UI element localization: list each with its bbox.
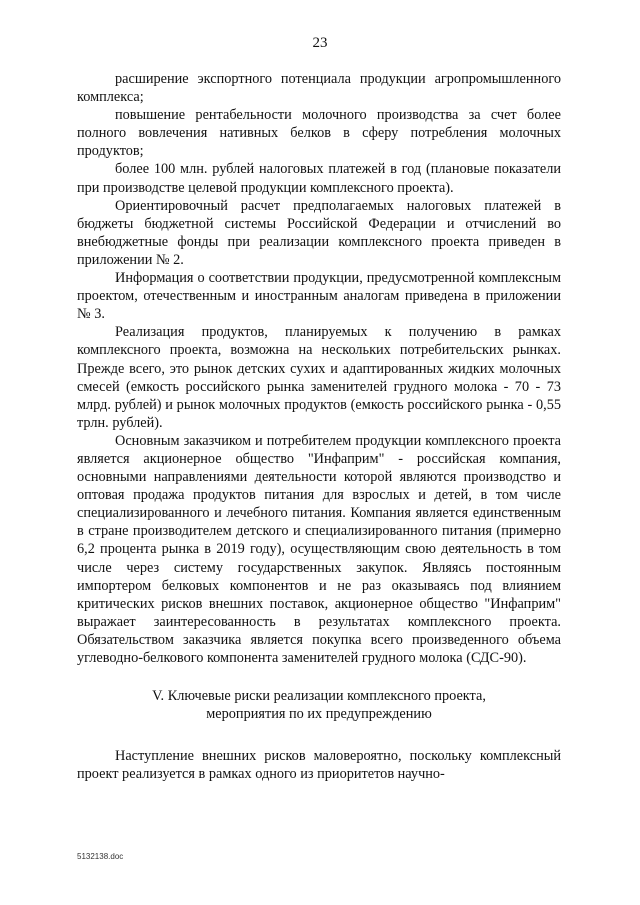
page-number: 23	[312, 35, 328, 51]
section-heading-line-2: мероприятия по их предупреждению	[206, 706, 432, 723]
section-heading	[77, 667, 561, 747]
paragraph-consumer-markets: Реализация продуктов, планируемых к получению в рамках комплексного проекта, возможна на нескольких потребительских рынках. Прежде всего, это рынок детских сухих и адаптированных жидких молочных смесей (емкость российского рынка заменителей грудного молока - 70 - 73 млрд. рублей) и рынок молочных продуктов (емкость российского рынка - 0,55 трлн. рублей).	[77, 324, 561, 431]
section-heading-line-1: V. Ключевые риски реализации комплексного проекта,	[152, 688, 486, 705]
document-body	[77, 70, 561, 783]
paragraph-analogs-info: Информация о соответствии продукции, предусмотренной комплексным проектом, отечественным и иностранным аналогам приведена в приложении № 3.	[77, 270, 561, 323]
paragraph-profitability: повышение рентабельности молочного производства за счет более полного вовлечения нативных белков в сферу потребления молочных продуктов;	[77, 107, 561, 160]
paragraph-tax-payments: более 100 млн. рублей налоговых платежей в год (плановые показатели при производстве целевой продукции комплексного проекта).	[77, 161, 561, 196]
footer-filename: 5132138.doc	[77, 852, 124, 861]
paragraph-export-potential: расширение экспортного потенциала продукции агропромышленного комплекса;	[77, 71, 561, 106]
paragraph-main-customer: Основным заказчиком и потребителем продукции комплексного проекта является акционерное общество "Инфаприм" - российская компания, основными направлениями деятельности которой являются производство и оптовая продажа продуктов питания для взрослых и детей, в том числе специализированного и лечебного питания. Компания является единственным в стране производителем детского и специализированного питания (примерно 6,2 процента рынка в 2019 году), осуществляющим свою деятельность в том числе через систему государственных закупок. Являясь постоянным импортером белковых компонентов и не раз оказываясь под влиянием критических рисков внешних поставок, акционерное общество "Инфаприм" выражает заинтересованность в результатах комплексного проекта. Обязательством заказчика является покупка всего произведенного объема углеводно-белкового компонента заменителей грудного молока (СДС-90).	[77, 432, 561, 666]
paragraph-external-risks: Наступление внешних рисков маловероятно, поскольку комплексный проект реализуется в рамках одного из приоритетов научно-	[77, 748, 561, 783]
paragraph-tax-estimate: Ориентировочный расчет предполагаемых налоговых платежей в бюджеты бюджетной системы Российской Федерации и отчислений во внебюджетные фонды при реализации комплексного проекта приведен в приложении № 2.	[77, 197, 561, 268]
